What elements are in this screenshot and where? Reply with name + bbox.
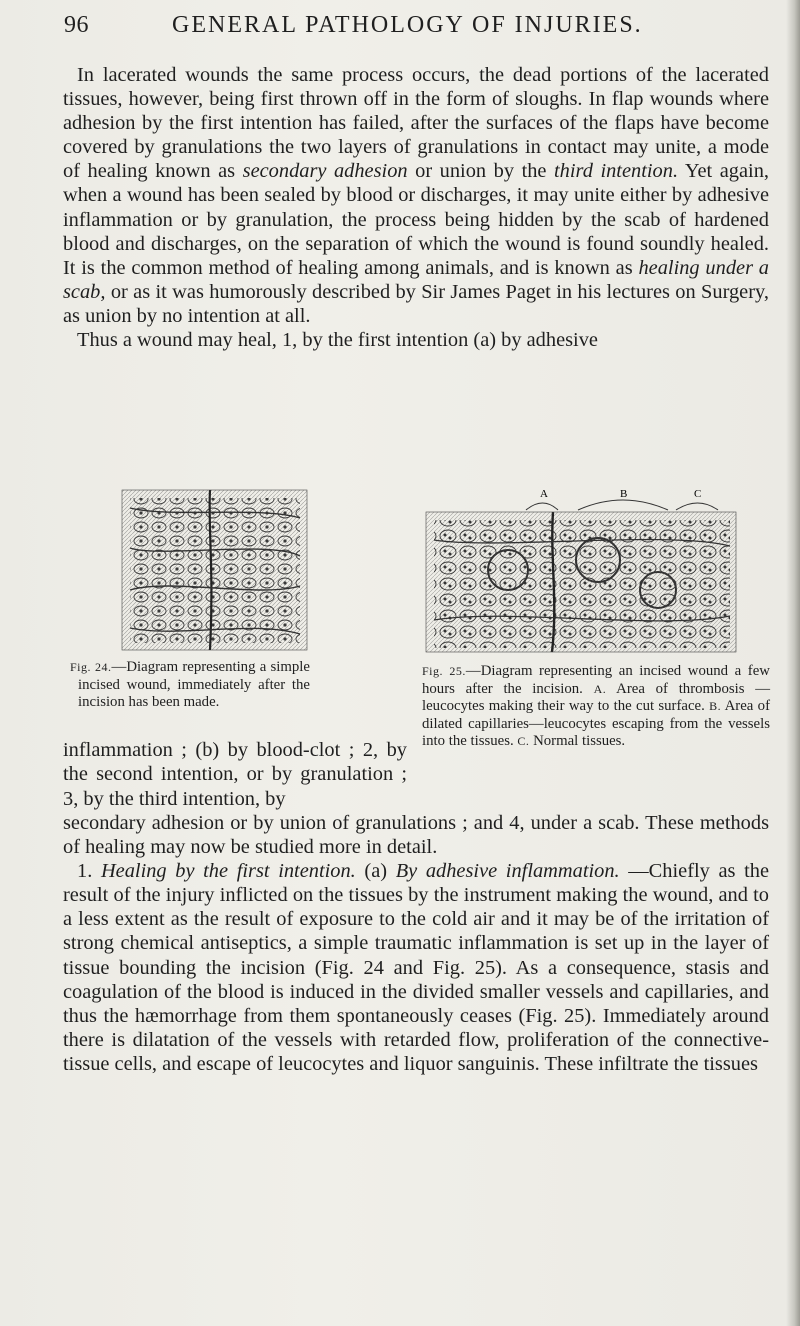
caption-marker: C. <box>517 734 530 749</box>
figure-label: Fig. 25. <box>422 664 466 678</box>
page-header <box>64 12 764 46</box>
caption-marker: B. <box>709 699 722 714</box>
italic-term: healing under a scab, <box>63 256 770 303</box>
caption-text: Area of dilated capillaries—leucocytes escaping from the vessels into the tissues. <box>422 698 770 750</box>
figure-25-letter-b: B <box>620 488 628 500</box>
running-head: GENERAL PATHOLOGY OF INJURIES. <box>172 12 643 38</box>
paragraph-healing-methods <box>63 811 769 1076</box>
caption-text: —Diagram representing an incised wound a few hours after the incision. <box>422 663 770 697</box>
text-run: Yet again, when a wound has been sealed by blood or discharges, it may unite either by adhesive inflammation or by granulation, the process being hidden by the scab of hardened blood and discharges, on the separation of which the wound is found soundly healed. It is the common method of healing among animals, and is known as <box>63 160 770 279</box>
page-edge-shadow <box>786 0 800 1326</box>
text-run: —Chiefly as the result of the injury inflicted on the tissues by the instrument making the wound, and to a less extent as the result of exposure to the cold air and it may be of the irritation of strong chemical antiseptics, a simple traumatic inflammation is set up in the layer of tissue bounding the incision (Fig. 24 and Fig. 25). As a consequence, stasis and coagulation of the blood is induced in the divided smaller vessels and capillaries, and thus the hæmorrhage from them spontaneously ceases (Fig. 25). Immediately around there is dilatation of the vessels with retarded flow, proliferation of the connective-tissue cells, and escape of leucocytes and liquor sanguinis. These infiltrate the tissues <box>63 860 770 1075</box>
italic-term: third intention. <box>554 160 679 183</box>
text-beside-figures: inflammation ; (b) by blood-clot ; 2, by the second intention, or by granulation ; 3, by the third intention, by <box>63 739 407 810</box>
caption-text: Normal tissues. <box>529 733 626 750</box>
italic-term: secondary adhesion <box>242 160 408 183</box>
text-run: or as it was humorously described by Sir James Paget in his lectures on Surgery, as union by no intention at all. <box>63 280 769 327</box>
text-run: or union by the <box>407 160 555 183</box>
figure-24-caption <box>70 659 310 712</box>
figure-25-letter-a: A <box>540 488 548 500</box>
figure-24-illustration <box>60 478 315 658</box>
caption-text: —Diagram representing a simple incised wound, immediately after the incision has been made. <box>78 659 310 711</box>
paragraph-lacerated-wounds <box>63 63 769 352</box>
text-run: In lacerated wounds the same process occurs, the dead portions of the lacerated tissues, however, being first thrown off in the form of sloughs. In flap wounds where adhesion by the first intention has failed, after the surfaces of the flaps have become covered by granulations the two layers of granulations in contact may unite, a mode of healing known as <box>63 64 769 183</box>
caption-text: Area of thrombosis — leucocytes making their way to the cut surface. <box>422 680 770 715</box>
text-run: Thus a wound may heal, 1, by the first intention (a) by adhesive <box>77 329 598 352</box>
text-run: (a) <box>355 860 396 883</box>
text-run: 1. <box>77 860 101 883</box>
figure-25-letter-c: C <box>694 488 702 500</box>
caption-marker: A. <box>593 681 607 696</box>
figure-label: Fig. 24. <box>70 660 112 674</box>
italic-heading: By adhesive inflammation. <box>395 860 620 883</box>
figure-25-caption <box>422 663 770 751</box>
italic-heading: Healing by the first intention. <box>100 860 356 883</box>
page-number: 96 <box>64 12 89 38</box>
figure-25-illustration <box>418 480 768 660</box>
text-run: secondary adhesion or by union of granulations ; and 4, under a scab. These methods of healing may now be studied more in detail. <box>63 812 769 859</box>
